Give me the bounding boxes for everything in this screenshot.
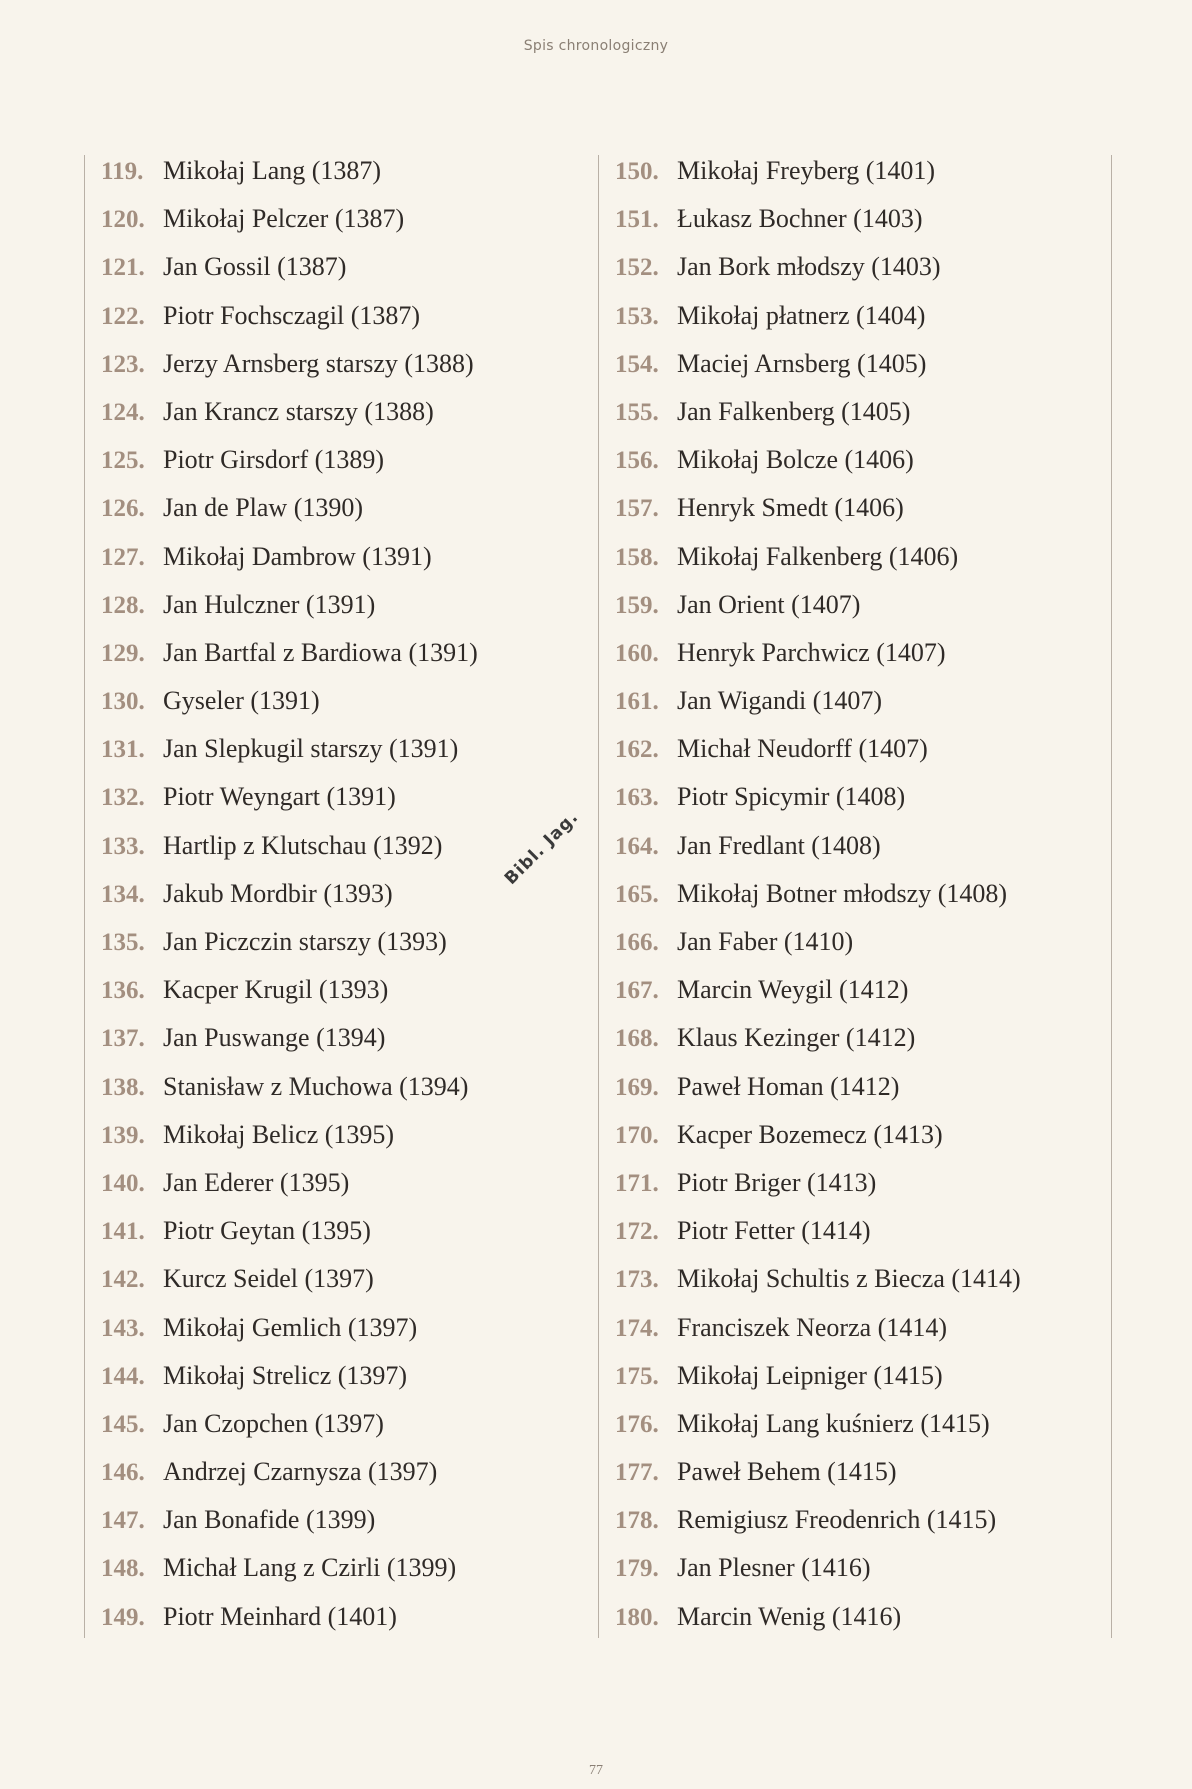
list-item (599, 1063, 1109, 1111)
entry-name: Jan Slepkugil starszy (1391) (163, 734, 459, 764)
entry-number: 172. (615, 1218, 659, 1246)
entry-number: 145. (101, 1410, 145, 1438)
entry-name: Kurcz Seidel (1397) (163, 1264, 374, 1294)
entry-name: Jerzy Arnsberg starszy (1388) (163, 348, 474, 378)
entry-number: 156. (615, 447, 659, 475)
entry-name: Stanisław z Muchowa (1394) (163, 1071, 469, 1101)
entry-number: 122. (101, 302, 145, 330)
list-item (85, 1304, 595, 1352)
running-title: Spis chronologiczny (523, 38, 669, 54)
entry-name: Hartlip z Klutschau (1392) (163, 830, 443, 860)
entry-name: Piotr Spicymir (1408) (677, 782, 906, 812)
list-item (85, 195, 595, 243)
entry-number: 177. (615, 1459, 659, 1487)
entry-name: Jan Bork młodszy (1403) (677, 252, 941, 282)
list-item (599, 436, 1109, 484)
entry-name: Mikołaj Pelczer (1387) (163, 204, 405, 234)
list-item (85, 677, 595, 725)
entry-name: Mikołaj Gemlich (1397) (163, 1312, 418, 1342)
entry-name: Jan Ederer (1395) (163, 1167, 350, 1197)
entry-number: 120. (101, 206, 145, 234)
entry-name: Piotr Briger (1413) (677, 1167, 877, 1197)
entry-name: Paweł Homan (1412) (677, 1071, 900, 1101)
entry-number: 146. (101, 1459, 145, 1487)
entry-number: 134. (101, 880, 145, 908)
list-item (85, 581, 595, 629)
entry-name: Piotr Girsdorf (1389) (163, 445, 384, 475)
entry-number: 142. (101, 1266, 145, 1294)
entry-name: Klaus Kezinger (1412) (677, 1023, 916, 1053)
list-item (599, 1014, 1109, 1062)
entry-name: Jan Falkenberg (1405) (677, 396, 911, 426)
entry-number: 119. (101, 158, 144, 185)
list-item (599, 1593, 1109, 1641)
entry-number: 152. (615, 254, 659, 282)
entry-number: 157. (615, 495, 659, 523)
entry-name: Mikołaj Bolcze (1406) (677, 445, 914, 475)
list-item (85, 1255, 595, 1303)
list-item (85, 1544, 595, 1592)
list-item (85, 1159, 595, 1207)
entry-number: 147. (101, 1507, 145, 1535)
entry-number: 149. (101, 1603, 145, 1631)
entry-number: 124. (101, 398, 145, 426)
list-item (599, 484, 1109, 532)
entry-number: 131. (101, 736, 145, 764)
list-item (85, 918, 595, 966)
entry-name: Jan Fredlant (1408) (677, 830, 881, 860)
entry-name: Piotr Geytan (1395) (163, 1216, 371, 1246)
entry-name: Michał Lang z Czirli (1399) (163, 1553, 457, 1583)
list-item (85, 484, 595, 532)
entry-number: 128. (101, 591, 145, 619)
entry-number: 180. (615, 1603, 659, 1631)
entry-number: 155. (615, 398, 659, 426)
entry-number: 158. (615, 543, 659, 571)
entry-number: 175. (615, 1362, 659, 1390)
entry-number: 123. (101, 350, 145, 378)
list-item (85, 1207, 595, 1255)
entry-number: 161. (615, 688, 659, 716)
entry-name: Henryk Smedt (1406) (677, 493, 904, 523)
entry-number: 137. (101, 1025, 145, 1053)
entry-name: Mikołaj Freyberg (1401) (677, 156, 936, 185)
entry-name: Mikołaj Lang kuśnierz (1415) (677, 1408, 990, 1438)
list-item (599, 195, 1109, 243)
list-item (85, 966, 595, 1014)
entry-number: 179. (615, 1555, 659, 1583)
entry-name: Piotr Fetter (1414) (677, 1216, 871, 1246)
entry-number: 154. (615, 350, 659, 378)
list-item (599, 1255, 1109, 1303)
entry-number: 160. (615, 639, 659, 667)
list-item (85, 1448, 595, 1496)
list-item (85, 1593, 595, 1641)
entry-number: 178. (615, 1507, 659, 1535)
entry-number: 167. (615, 977, 659, 1005)
list-item (599, 725, 1109, 773)
list-item (85, 1014, 595, 1062)
entry-name: Maciej Arnsberg (1405) (677, 348, 927, 378)
entry-number: 171. (615, 1169, 659, 1197)
entry-number: 174. (615, 1314, 659, 1342)
entry-name: Jan Krancz starszy (1388) (163, 396, 434, 426)
list-item (85, 1352, 595, 1400)
list-item (85, 388, 595, 436)
entry-name: Henryk Parchwicz (1407) (677, 637, 946, 667)
entry-name: Jan Bonafide (1399) (163, 1505, 376, 1535)
entry-name: Mikołaj Strelicz (1397) (163, 1360, 408, 1390)
entry-name: Kacper Krugil (1393) (163, 975, 389, 1005)
entry-name: Mikołaj Leipniger (1415) (677, 1360, 943, 1390)
list-item (599, 629, 1109, 677)
entry-name: Marcin Wenig (1416) (677, 1601, 902, 1631)
list-item (599, 1544, 1109, 1592)
list-item (599, 388, 1109, 436)
list-item (599, 870, 1109, 918)
entry-number: 150. (615, 158, 659, 185)
list-item (599, 292, 1109, 340)
entry-name: Jan Gossil (1387) (163, 252, 347, 282)
list-item (85, 1400, 595, 1448)
entry-number: 164. (615, 832, 659, 860)
entry-number: 170. (615, 1121, 659, 1149)
entry-name: Mikołaj Botner młodszy (1408) (677, 878, 1008, 908)
list-item (85, 773, 595, 821)
entry-name: Jan Bartfal z Bardiowa (1391) (163, 637, 478, 667)
entry-name: Mikołaj płatnerz (1404) (677, 300, 926, 330)
left-column (84, 155, 595, 1638)
entry-name: Jan Piczczin starszy (1393) (163, 927, 447, 956)
list-item (85, 1063, 595, 1111)
list-item (599, 533, 1109, 581)
entry-name: Jan de Plaw (1390) (163, 493, 364, 523)
entry-number: 133. (101, 832, 145, 860)
entry-number: 138. (101, 1073, 145, 1101)
list-item (85, 292, 595, 340)
entry-number: 140. (101, 1169, 145, 1197)
right-column (598, 155, 1109, 1638)
entry-name: Andrzej Czarnysza (1397) (163, 1457, 438, 1487)
list-item (85, 533, 595, 581)
entry-number: 166. (615, 929, 659, 956)
list-item (599, 581, 1109, 629)
list-item (599, 147, 1109, 195)
list-item (85, 725, 595, 773)
entry-name: Michał Neudorff (1407) (677, 734, 928, 764)
entry-number: 129. (101, 639, 145, 667)
entry-name: Piotr Fochsczagil (1387) (163, 300, 421, 330)
entry-name: Mikołaj Falkenberg (1406) (677, 541, 959, 571)
entry-name: Jan Czopchen (1397) (163, 1408, 384, 1438)
entry-name: Mikołaj Belicz (1395) (163, 1119, 395, 1149)
entry-name: Mikołaj Schultis z Biecza (1414) (677, 1264, 1021, 1294)
entry-number: 135. (101, 929, 145, 956)
list-item (599, 822, 1109, 870)
entry-number: 139. (101, 1121, 145, 1149)
page-number: 77 (589, 1763, 603, 1778)
entry-name: Gyseler (1391) (163, 686, 320, 716)
entry-number: 121. (101, 254, 145, 282)
entry-number: 173. (615, 1266, 659, 1294)
entry-number: 153. (615, 302, 659, 330)
entry-name: Łukasz Bochner (1403) (677, 204, 923, 234)
entry-number: 176. (615, 1410, 659, 1438)
entry-name: Jan Wigandi (1407) (677, 686, 882, 716)
entry-name: Jan Hulczner (1391) (163, 589, 376, 619)
entry-number: 159. (615, 591, 659, 619)
list-item (599, 1400, 1109, 1448)
entry-name: Piotr Weyngart (1391) (163, 782, 396, 812)
entry-name: Paweł Behem (1415) (677, 1457, 897, 1487)
list-item (85, 1496, 595, 1544)
entry-name: Kacper Bozemecz (1413) (677, 1119, 943, 1149)
entry-number: 136. (101, 977, 145, 1005)
entry-name: Jan Orient (1407) (677, 589, 861, 619)
entry-number: 141. (101, 1218, 145, 1246)
list-item (599, 677, 1109, 725)
entry-name: Jan Plesner (1416) (677, 1553, 871, 1583)
entry-name: Remigiusz Freodenrich (1415) (677, 1505, 997, 1535)
entry-name: Jan Faber (1410) (677, 927, 854, 956)
list-item (599, 1111, 1109, 1159)
entry-number: 165. (615, 880, 659, 908)
entry-number: 148. (101, 1555, 145, 1583)
list-item (599, 1496, 1109, 1544)
list-item (599, 1448, 1109, 1496)
entry-number: 143. (101, 1314, 145, 1342)
list-item (599, 918, 1109, 966)
entry-name: Franciszek Neorza (1414) (677, 1312, 947, 1342)
list-item (85, 1111, 595, 1159)
entry-number: 168. (615, 1025, 659, 1053)
entry-name: Marcin Weygil (1412) (677, 975, 909, 1005)
entry-number: 144. (101, 1362, 145, 1390)
entry-name: Piotr Meinhard (1401) (163, 1601, 397, 1631)
list-item (85, 629, 595, 677)
list-item (599, 243, 1109, 291)
entry-number: 132. (101, 784, 145, 812)
entry-name: Jakub Mordbir (1393) (163, 878, 393, 908)
list-item (599, 1207, 1109, 1255)
entry-number: 126. (101, 495, 145, 523)
library-stamp: Bibl. Jag. (500, 807, 583, 889)
list-item (85, 147, 595, 195)
entry-name: Mikołaj Dambrow (1391) (163, 541, 432, 571)
list-item (85, 340, 595, 388)
entry-number: 162. (615, 736, 659, 764)
list-item (599, 1352, 1109, 1400)
list-item (599, 773, 1109, 821)
list-item (85, 436, 595, 484)
entry-number: 130. (101, 688, 145, 716)
entry-number: 151. (615, 206, 659, 234)
list-item (599, 966, 1109, 1014)
entry-name: Jan Puswange (1394) (163, 1023, 386, 1053)
entry-number: 163. (615, 784, 659, 812)
list-item (599, 340, 1109, 388)
list-item (599, 1159, 1109, 1207)
entry-number: 169. (615, 1073, 659, 1101)
list-item (599, 1304, 1109, 1352)
list-item (85, 243, 595, 291)
entry-number: 125. (101, 447, 145, 475)
entry-number: 127. (101, 543, 145, 571)
entry-name: Mikołaj Lang (1387) (163, 156, 382, 185)
